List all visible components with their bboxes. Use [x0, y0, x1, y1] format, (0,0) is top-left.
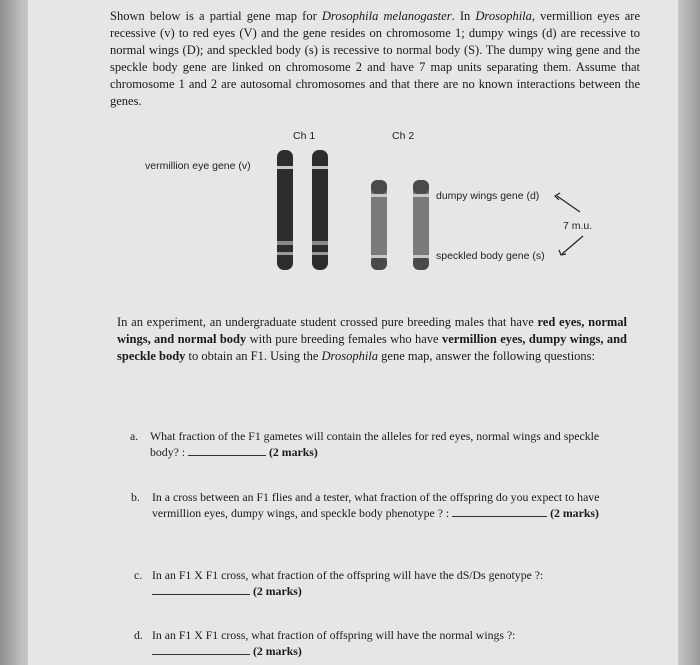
intro-text-3: , vermillion eyes are recessive (v) to red eyes (V) and the gene resides on chromosome 1; dumpy wings (d) are recessive to normal wings (D); and speckled body (s) is recessive to normal body (S). The dumpy wing gene and the speckle body gene are linked on chromosome 2 and have 7 map units separating them. Assume that chromosome 1 and 2 are autosomal chromosomes and that there are no known interactions between the genes. [110, 9, 640, 108]
question-c-letter: c. [134, 568, 143, 582]
map-units-label: 7 m.u. [563, 220, 593, 232]
experiment-female-phenotype: vermillion eyes, dumpy wings, and speckle body [117, 332, 628, 363]
question-a-answer-blank[interactable] [188, 455, 266, 456]
question-d-letter: d. [134, 628, 143, 642]
vermillion-gene-label: vermillion eye gene (v) [145, 160, 251, 172]
chromosome-1a [277, 150, 293, 270]
question-d-text: In an F1 X F1 cross, what fraction of offspring will have the normal wings ?: [152, 628, 516, 642]
experiment-text-4: gene map, answer the following questions: [378, 349, 595, 363]
question-b-answer-blank[interactable] [452, 516, 547, 517]
experiment-paragraph [117, 314, 627, 365]
question-d [152, 627, 592, 659]
intro-species-1: Drosophila melanogaster [321, 9, 452, 23]
experiment-text-3: to obtain an F1. Using the [185, 349, 322, 363]
chromosome-2a [371, 180, 387, 270]
experiment-species: Drosophila [321, 349, 379, 363]
ch1-label: Ch 1 [293, 130, 316, 142]
intro-text-1: Shown below is a partial gene map for [110, 9, 322, 23]
intro-text-2: . In [451, 9, 476, 23]
chromosome-1b [312, 150, 328, 270]
question-b-marks-1: (2 [550, 506, 560, 520]
question-d-answer-blank[interactable] [152, 654, 250, 655]
question-b-marks-2: marks) [562, 506, 599, 520]
question-c-answer-blank[interactable] [152, 594, 250, 595]
question-b-text: In a cross between an F1 flies and a tester, what fraction of the offspring do you expect to have vermillion eyes, dumpy wings, and speckle body phenotype ? : [152, 490, 600, 520]
chromosome-2b [413, 180, 429, 270]
experiment-text-2: with pure breeding females who have [246, 332, 442, 346]
speckled-gene-label: speckled body gene (s) [436, 250, 545, 262]
question-a-marks: (2 marks) [268, 445, 318, 459]
question-a-letter: a. [130, 429, 139, 443]
experiment-male-phenotype: red eyes, normal wings, and normal body [117, 315, 627, 346]
question-c-text: In an F1 X F1 cross, what fraction of the offspring will have the dS/Ds genotype ?: [152, 568, 544, 582]
question-b-letter: b. [131, 490, 140, 504]
question-c-marks: (2 marks) [252, 584, 302, 598]
question-a [150, 428, 610, 460]
ch2-label: Ch 2 [392, 130, 415, 142]
question-d-marks: (2 marks) [252, 644, 302, 658]
question-b [152, 489, 622, 521]
question-c [152, 567, 592, 599]
question-a-text: What fraction of the F1 gametes will contain the alleles for red eyes, normal wings and speckle body? : [150, 429, 600, 459]
dumpy-gene-label: dumpy wings gene (d) [436, 190, 540, 202]
experiment-text-1: In an experiment, an undergraduate student crossed pure breeding males that have [117, 315, 538, 329]
intro-species-2: Drosophila [475, 9, 532, 23]
map-distance-arrows [555, 193, 583, 255]
